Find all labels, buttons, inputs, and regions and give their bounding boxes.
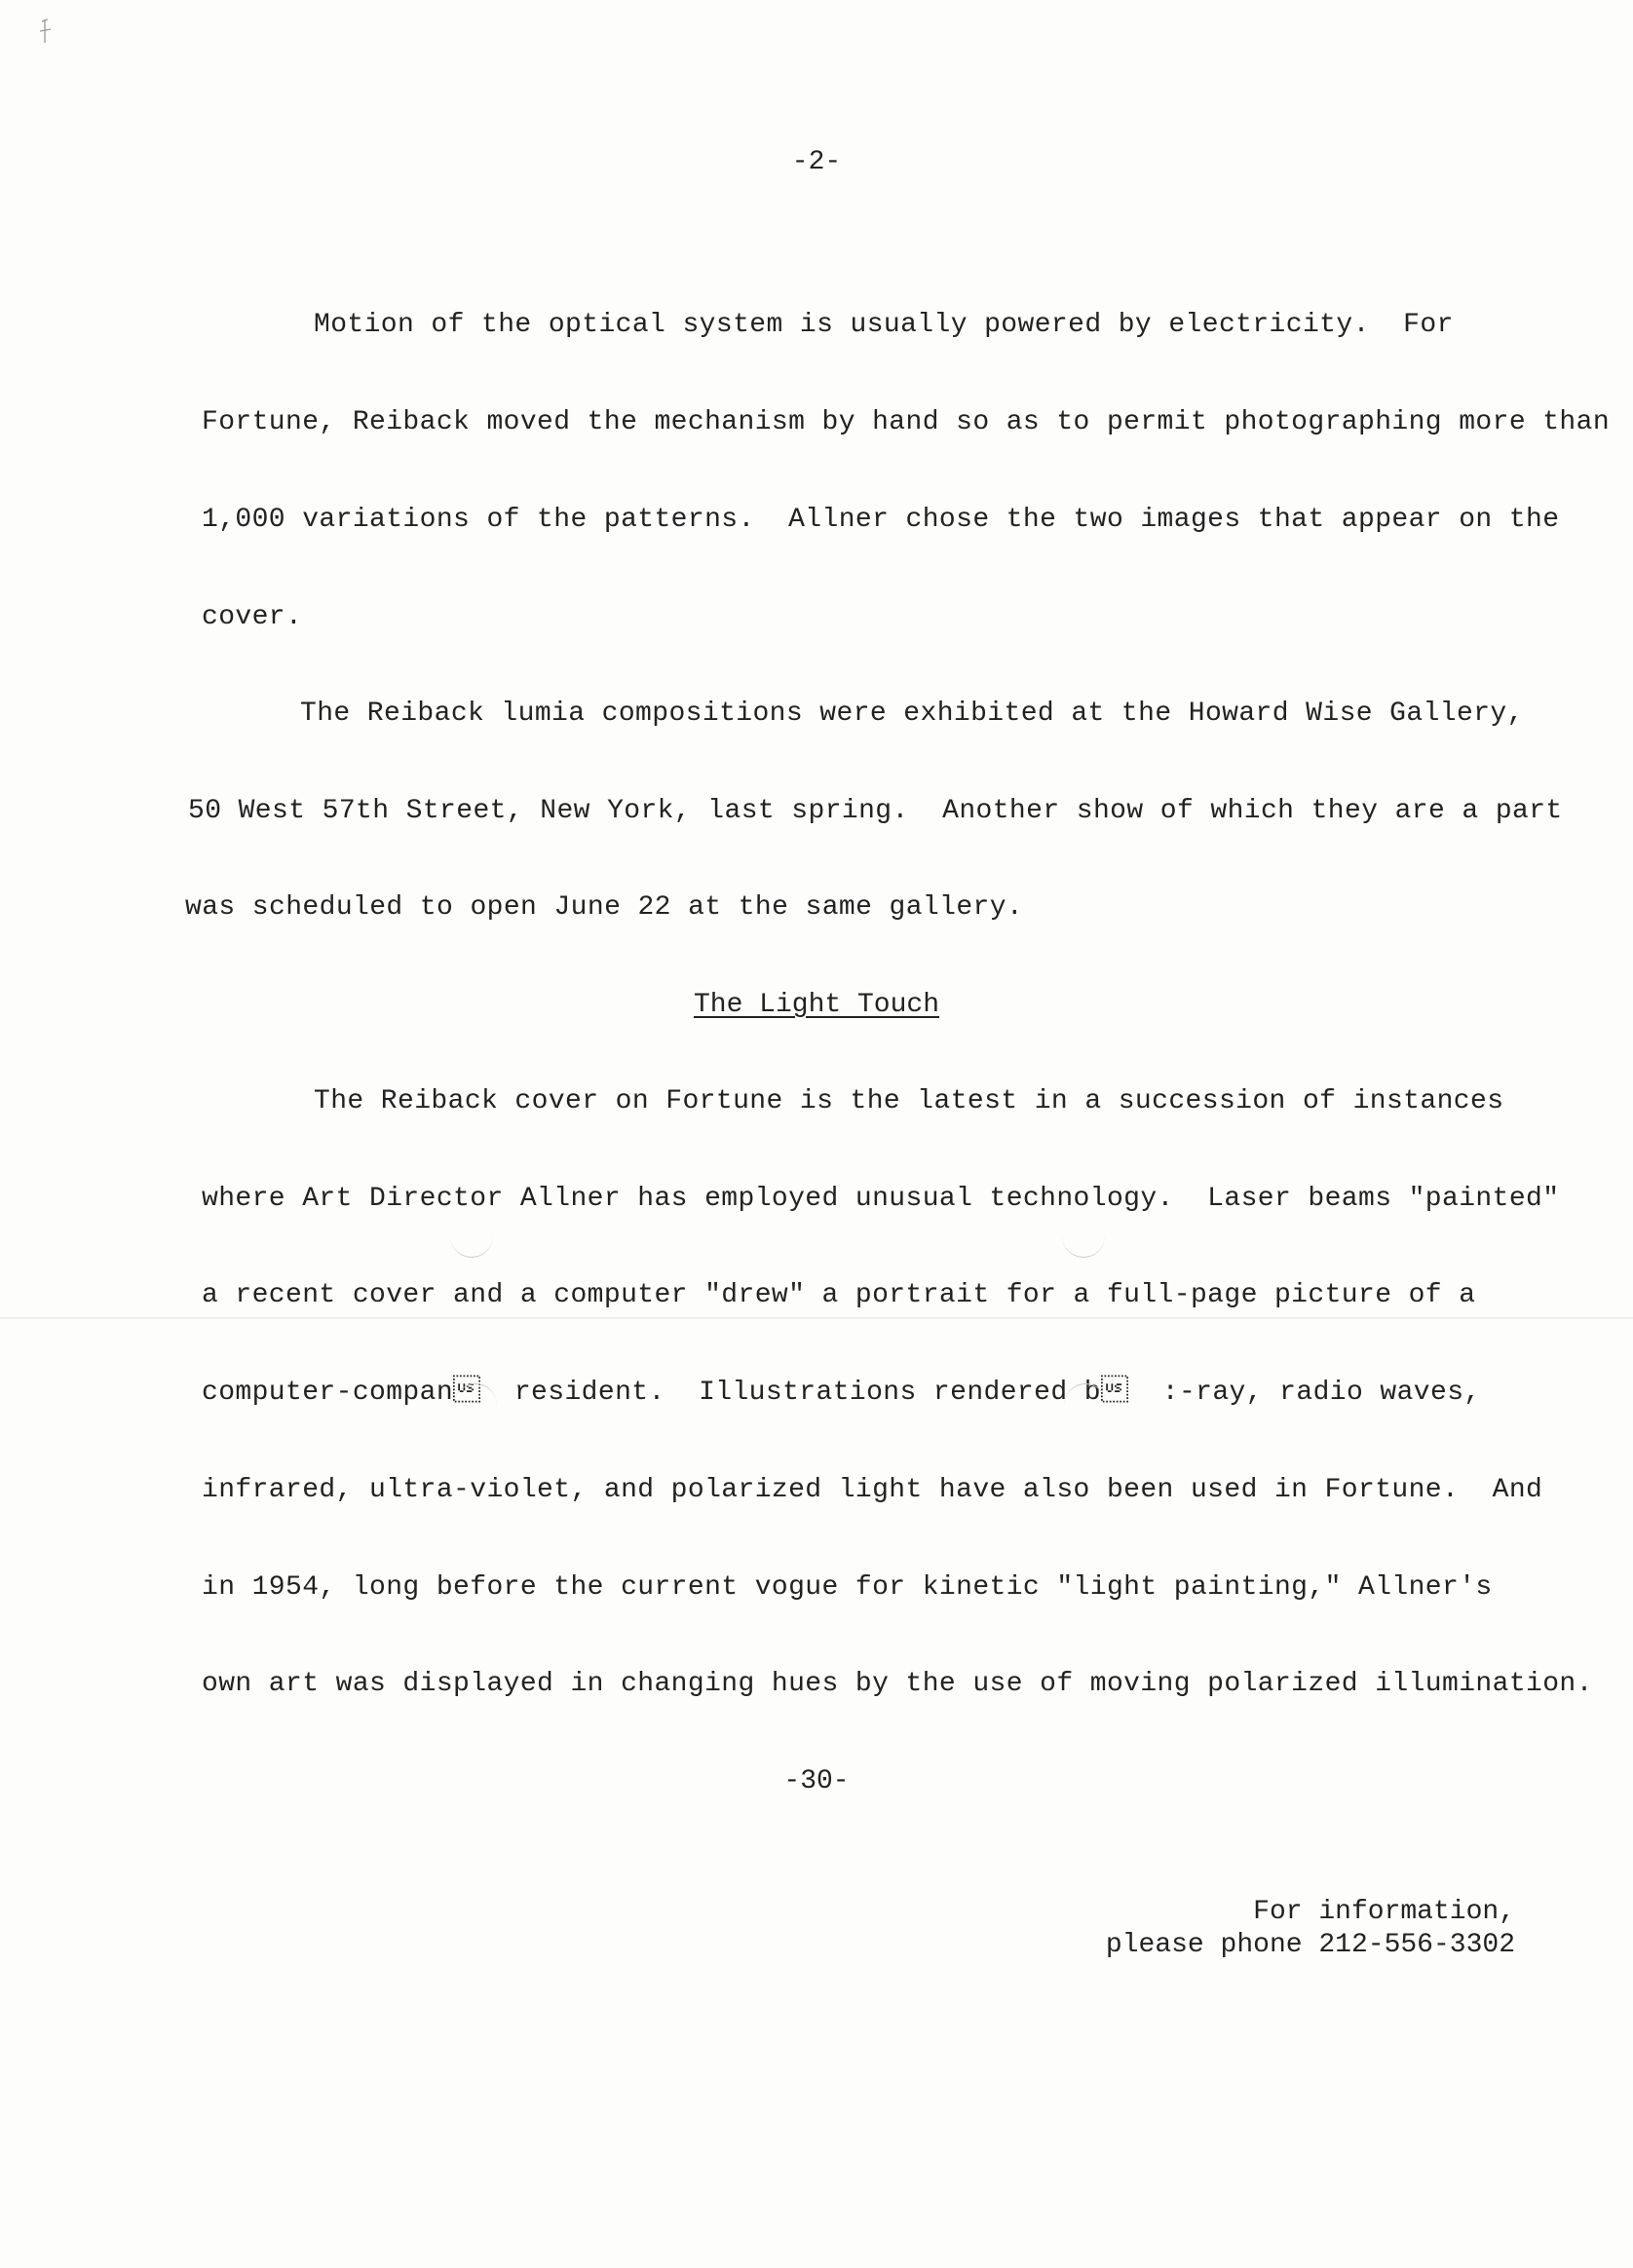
- paragraph-3-line-7: own art was displayed in changing hues by the use of moving polarized illumination.: [202, 1669, 1593, 1699]
- paper-fold-line: [0, 1317, 1633, 1319]
- page-header-number: -2-: [791, 147, 842, 177]
- punch-hole-icon: [1064, 1383, 1107, 1427]
- section-heading: [0, 989, 1633, 1022]
- paragraph-3-line-5: infrared, ultra-violet, and polarized light have also been used in Fortune. And: [202, 1475, 1543, 1505]
- paragraph-1-line-1: Motion of the optical system is usually powered by electricity. For: [314, 310, 1454, 340]
- paragraph-3-line-6: in 1954, long before the current vogue for kinetic "light painting," Allner's: [202, 1572, 1493, 1603]
- paragraph-2-line-2: 50 West 57th Street, New York, last spring. Another show of which they are a part: [188, 796, 1563, 826]
- contact-line-2: please phone 212-556-3302: [1105, 1930, 1515, 1960]
- paragraph-1-line-4: cover.: [202, 602, 303, 632]
- end-mark: -30-: [783, 1766, 850, 1796]
- paragraph-1-line-3: 1,000 variations of the patterns. Allner chose the two images that appear on the: [202, 505, 1560, 535]
- section-heading-text: The Light Touch: [693, 990, 940, 1020]
- contact-line-1: For information,: [1253, 1897, 1515, 1927]
- paragraph-3-line-2: where Art Director Allner has employed unusual technology. Laser beams "painted": [202, 1184, 1560, 1214]
- paragraph-2-line-1: The Reiback lumia compositions were exhibited at the Howard Wise Gallery,: [300, 699, 1524, 729]
- punch-hole-icon: [454, 1383, 497, 1427]
- punch-hole-icon: [1062, 1214, 1105, 1258]
- paragraph-3-line-4: computer-compan resident. Illustrations rendered b :-ray, radio waves,: [202, 1378, 1481, 1408]
- pencil-mark-icon: [39, 18, 53, 45]
- punch-hole-icon: [450, 1214, 493, 1258]
- paragraph-3-line-3: a recent cover and a computer "drew" a portrait for a full-page picture of a: [202, 1280, 1476, 1310]
- paragraph-3-line-1: The Reiback cover on Fortune is the latest in a succession of instances: [314, 1086, 1504, 1116]
- paragraph-2-line-3: was scheduled to open June 22 at the same gallery.: [185, 892, 1024, 923]
- paragraph-1-line-2: Fortune, Reiback moved the mechanism by hand so as to permit photographing more than: [202, 407, 1611, 437]
- contact-info: [1106, 1896, 1515, 1962]
